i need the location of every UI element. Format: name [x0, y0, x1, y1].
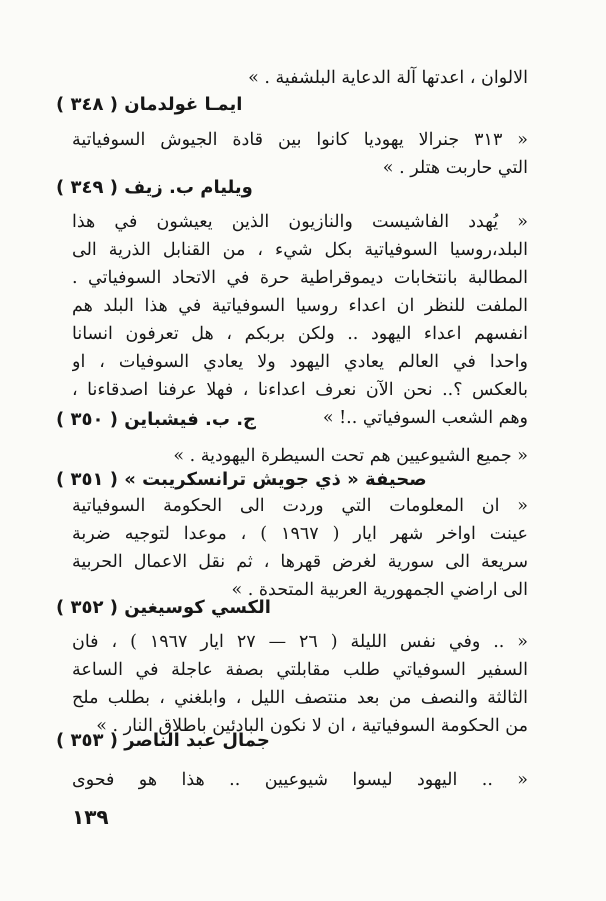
- author-heading: ويليام ب. زيف ( ٣٤٩ ): [56, 177, 253, 198]
- text-line: الملفت للنظر ان اعداء روسيا السوفياتية في هذا البلد هم: [72, 296, 528, 316]
- text-line: من الحكومة السوفياتية ، ان لا نكون البادئين باطلاق النار . »: [96, 716, 528, 736]
- text-line: انفسهم اعداء اليهود .. ولكن بربكم ، هل تعرفون انسانا: [72, 324, 528, 344]
- text-line: المطالبة بانتخابات ديموقراطية حرة في الاتحاد السوفياتي .: [72, 268, 528, 288]
- text-line: البلد،روسيا السوفياتية بكل شيء ، من القنابل الذرية الى: [72, 240, 528, 260]
- author-heading: جمال عبد الناصر ( ٣٥٣ ): [56, 730, 270, 751]
- author-heading: ج. ب. فيشباين ( ٣٥٠ ): [56, 409, 257, 430]
- text-line: عينت اواخر شهر ايار ( ١٩٦٧ ) ، موعدا لتوجيه ضربة: [72, 524, 528, 544]
- author-heading: صحيفة « ذي جويش ترانسكريبت » ( ٣٥١ ): [56, 469, 427, 490]
- text-line: « ٣١٣ جنرالا يهوديا كانوا بين قادة الجيوش السوفياتية: [72, 130, 528, 150]
- quote-paragraph: [72, 442, 528, 470]
- text-line: الى اراضي الجمهورية العربية المتحدة . »: [231, 580, 528, 600]
- text-line: الثالثة والنصف من بعد منتصف الليل ، وابلغني ، بطلب ملح: [72, 688, 528, 708]
- text-line: السفير السوفياتي طلب مقابلتي بصفة عاجلة في الساعة: [72, 660, 528, 680]
- text-line: بالعكس ؟.. نحن الآن نعرف اعداءنا ، فهلا عرفنا اصدقاءنا ،: [72, 380, 528, 400]
- text-line: الالوان ، اعدتها آلة الدعاية البلشفية . »: [248, 68, 528, 88]
- text-line: « جميع الشيوعيين هم تحت السيطرة اليهودية . »: [173, 446, 528, 466]
- quote-paragraph: [72, 126, 528, 182]
- text-line: التي حاربت هتلر . »: [382, 158, 528, 178]
- text-line: « .. اليهود ليسوا شيوعيين .. هذا هو فحوى: [72, 770, 528, 790]
- page-number: ١٣٩: [72, 805, 109, 829]
- quote-paragraph: [72, 766, 528, 794]
- text-line: وهم الشعب السوفياتي ..! »: [322, 408, 528, 428]
- text-line: « .. وفي نفس الليلة ( ٢٦ — ٢٧ ايار ١٩٦٧ ) ، فان: [72, 632, 528, 652]
- text-line: واحدا في العالم يعادي اليهود ولا يعادي السوفيات ، او: [72, 352, 528, 372]
- text-line: « يُهدد الفاشيست والنازيون الذين يعيشون في هذا: [72, 212, 528, 232]
- quote-paragraph: [72, 208, 528, 432]
- author-heading: الكسي كوسيغين ( ٣٥٢ ): [56, 597, 271, 618]
- text-line: سريعة الى سورية لغرض قهرها ، ثم نقل الاعمال الحربية: [72, 552, 528, 572]
- quote-paragraph: [72, 492, 528, 604]
- text-line: « ان المعلومات التي وردت الى الحكومة السوفياتية: [72, 496, 528, 516]
- quote-paragraph: [72, 628, 528, 740]
- intro-paragraph: [72, 64, 528, 92]
- author-heading: ايمـا غولدمان ( ٣٤٨ ): [56, 94, 243, 115]
